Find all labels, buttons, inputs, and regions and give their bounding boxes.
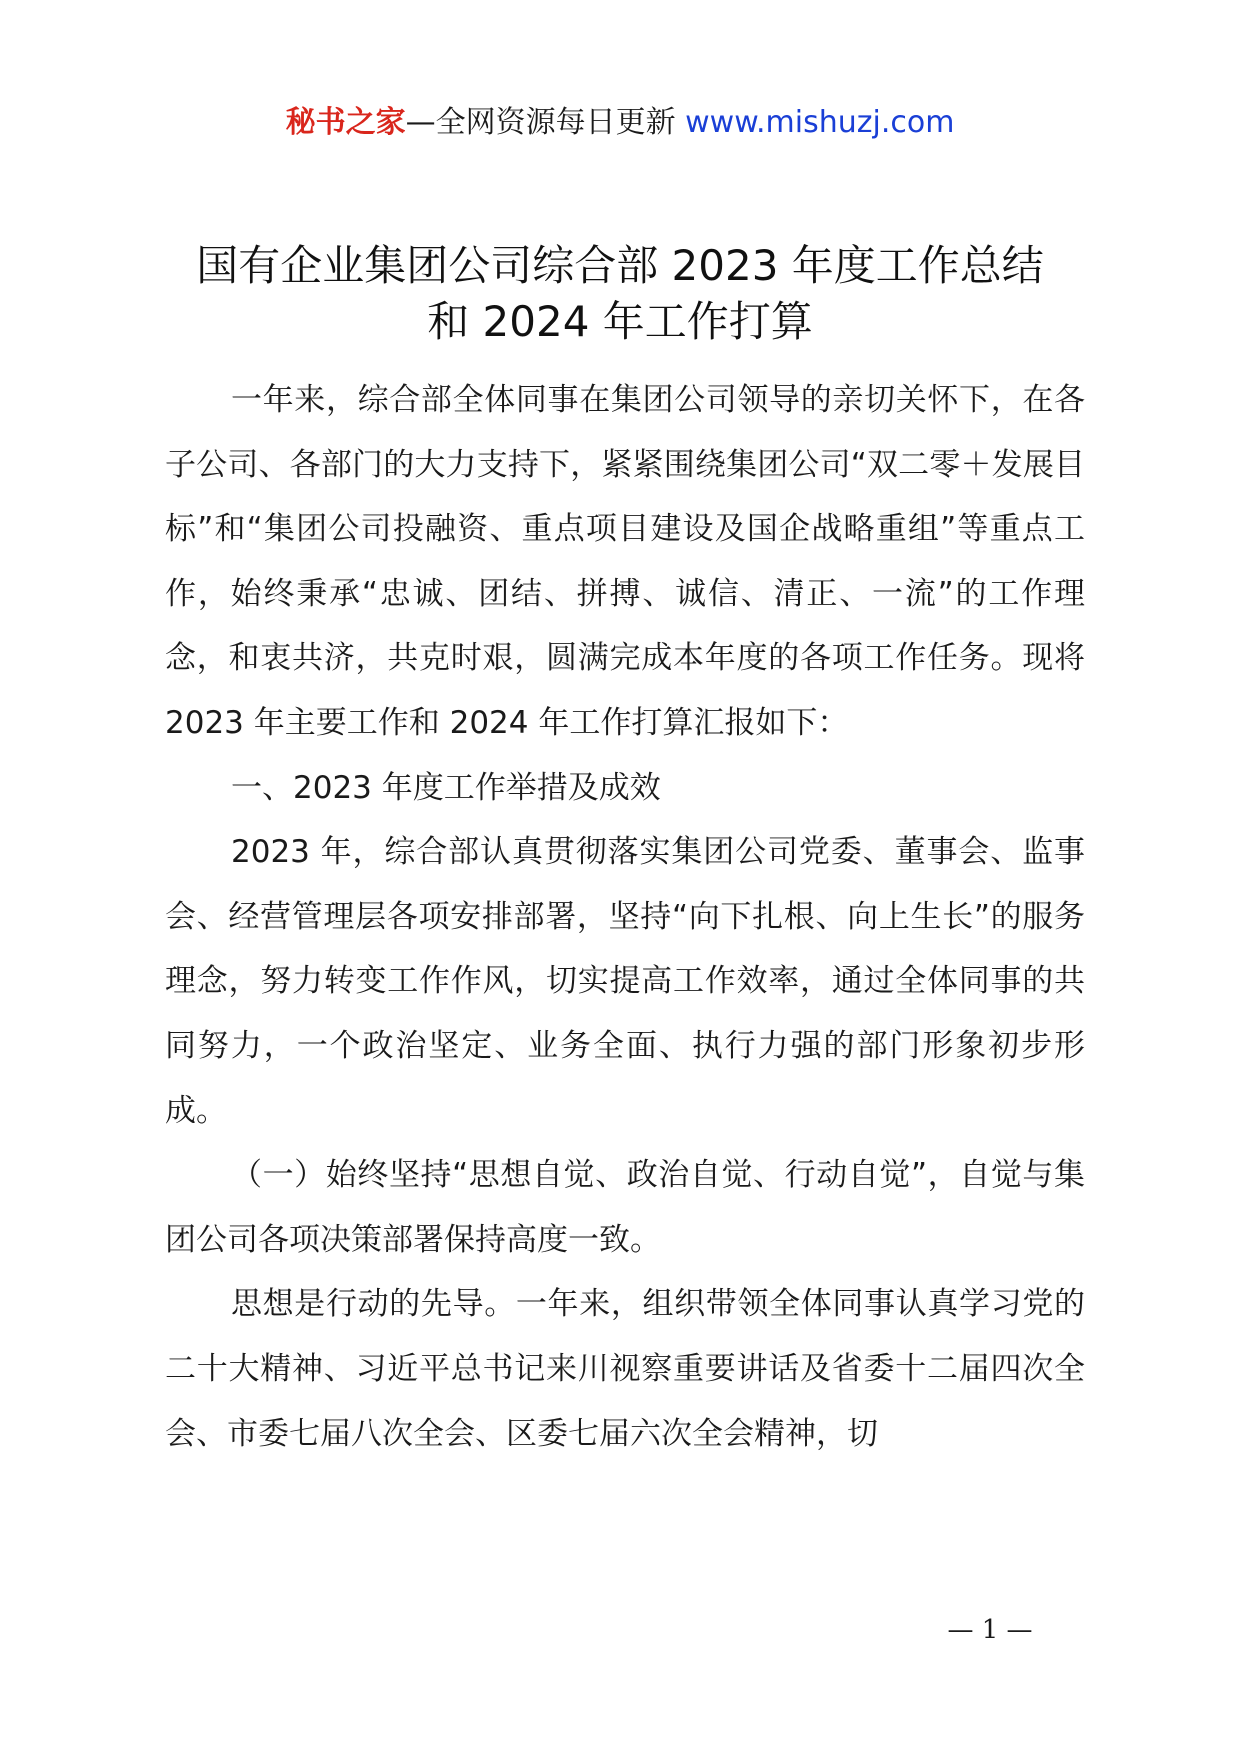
document-body [165, 368, 1085, 1466]
brand-name: 秘书之家 [285, 105, 406, 140]
page-number: — 1 — [947, 1615, 1033, 1645]
intro-paragraph: 一年来，综合部全体同事在集团公司领导的亲切关怀下，在各子公司、各部门的大力支持下，紧紧围绕集团公司“双二零＋发展目标”和“集团公司投融资、重点项目建设及国企战略重组”等重点工作，始终秉承“忠诚、团结、拼搏、诚信、清正、一流”的工作理念，和衷共济，共克时艰，圆满完成本年度的各项工作任务。现将 2023 年主要工作和 2024 年工作打算汇报如下： [165, 382, 1085, 741]
site-banner [0, 103, 1240, 143]
title-line-1: 国有企业集团公司综合部 2023 年度工作总结 [196, 241, 1044, 290]
site-url-link[interactable]: www.mishuzj.com [685, 105, 955, 140]
body-paragraph: 思想是行动的先导。一年来，组织带领全体同事认真学习党的二十大精神、习近平总书记来川视察重要讲话及省委十二届四次全会、市委七届八次全会、区委七届六次全会精神，切 [165, 1286, 1085, 1452]
section-heading: 一、2023 年度工作举措及成效 [231, 769, 661, 806]
banner-tagline: —全网资源每日更新 [405, 105, 676, 140]
body-paragraph: 2023 年，综合部认真贯彻落实集团公司党委、董事会、监事会、经营管理层各项安排部署，坚持“向下扎根、向上生长”的服务理念，努力转变工作作风，切实提高工作效率，通过全体同事的共同努力，一个政治坚定、业务全面、执行力强的部门形象初步形成。 [165, 834, 1085, 1129]
subsection-heading: （一）始终坚持“思想自觉、政治自觉、行动自觉”，自觉与集团公司各项决策部署保持高度一致。 [165, 1157, 1085, 1258]
document-title [150, 238, 1090, 350]
title-line-2: 和 2024 年工作打算 [427, 297, 813, 346]
